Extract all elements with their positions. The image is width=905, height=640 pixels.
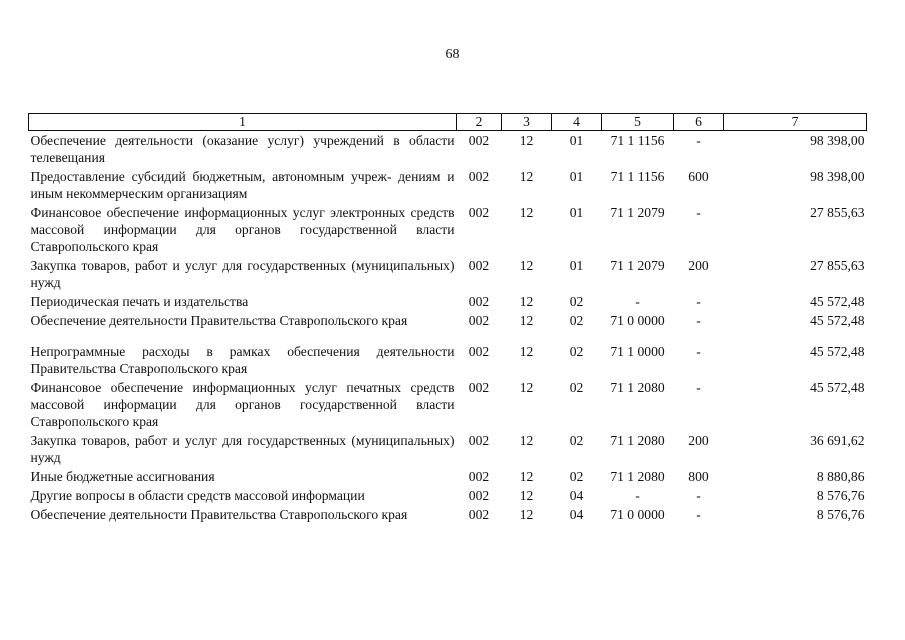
row-name: Обеспечение деятельности Правительства Ставропольского края — [30, 313, 408, 328]
column-header: 3 — [502, 114, 552, 131]
row-code-5: 71 1 2079 — [610, 258, 665, 273]
row-amount: 27 855,63 — [810, 258, 865, 273]
row-code-5: 71 1 2080 — [610, 380, 665, 395]
row-code-3: 12 — [519, 133, 534, 148]
row-amount: 27 855,63 — [810, 205, 865, 220]
row-code-3: 12 — [519, 469, 534, 484]
row-code-3: 12 — [519, 344, 534, 359]
row-code-4: 04 — [569, 507, 584, 522]
row-code-2: 002 — [468, 313, 490, 328]
row-name: Финансовое обеспечение информационных услуг печатных средств массовой информации для органов государственной власти Ставропольского края — [30, 380, 455, 429]
row-code-5: 71 0 0000 — [610, 313, 665, 328]
row-code-4: 01 — [569, 133, 584, 148]
table-row — [29, 203, 867, 256]
row-code-2: 002 — [468, 169, 490, 184]
row-amount: 45 572,48 — [810, 344, 865, 359]
row-name: Иные бюджетные ассигнования — [30, 469, 215, 484]
column-header: 4 — [552, 114, 602, 131]
row-code-6: - — [696, 313, 701, 328]
table-row — [29, 431, 867, 467]
table-row — [29, 467, 867, 486]
row-code-4: 01 — [569, 169, 584, 184]
row-code-2: 002 — [468, 133, 490, 148]
row-code-4: 04 — [569, 488, 584, 503]
row-amount: 8 880,86 — [816, 469, 865, 484]
row-code-6: - — [696, 344, 701, 359]
row-code-4: 02 — [569, 469, 584, 484]
row-amount: 98 398,00 — [810, 133, 865, 148]
page-number: 68 — [445, 47, 460, 62]
row-code-3: 12 — [519, 169, 534, 184]
row-code-6: 600 — [688, 169, 709, 184]
row-amount: 45 572,48 — [810, 294, 865, 309]
row-code-5: 71 1 2079 — [610, 205, 665, 220]
column-header: 6 — [674, 114, 724, 131]
table-row — [29, 342, 867, 378]
table-row — [29, 131, 867, 168]
row-code-2: 002 — [468, 469, 490, 484]
table-row — [29, 167, 867, 203]
row-code-2: 002 — [468, 344, 490, 359]
row-code-3: 12 — [519, 205, 534, 220]
row-code-2: 002 — [468, 433, 490, 448]
row-code-4: 01 — [569, 258, 584, 273]
row-code-6: 200 — [688, 433, 709, 448]
row-amount: 45 572,48 — [810, 313, 865, 328]
row-code-6: 800 — [688, 469, 709, 484]
row-code-2: 002 — [468, 380, 490, 395]
row-name: Закупка товаров, работ и услуг для государственных (муниципальных) нужд — [30, 433, 455, 465]
row-code-6: - — [696, 380, 701, 395]
row-name: Предоставление субсидий бюджетным, автономным учреж- дениям и иным некоммерческим организациям — [30, 169, 455, 201]
row-code-5: 71 0 0000 — [610, 507, 665, 522]
row-code-5: - — [635, 488, 640, 503]
table-row — [29, 311, 867, 330]
row-code-3: 12 — [519, 258, 534, 273]
table-row — [29, 486, 867, 505]
row-name: Обеспечение деятельности (оказание услуг) учреждений в области телевещания — [30, 133, 455, 165]
row-code-6: - — [696, 133, 701, 148]
column-header: 1 — [29, 114, 457, 131]
table-row — [29, 292, 867, 311]
row-code-6: - — [696, 294, 701, 309]
column-header: 5 — [602, 114, 674, 131]
row-code-2: 002 — [468, 258, 490, 273]
row-name: Финансовое обеспечение информационных услуг электронных средств массовой информации для органов государственной власти Ставропольского края — [30, 205, 455, 254]
row-code-4: 02 — [569, 433, 584, 448]
row-code-4: 02 — [569, 313, 584, 328]
row-code-6: 200 — [688, 258, 709, 273]
row-code-6: - — [696, 205, 701, 220]
row-amount: 8 576,76 — [816, 488, 865, 503]
column-header: 2 — [457, 114, 502, 131]
row-code-5: 71 1 1156 — [610, 133, 665, 148]
row-code-3: 12 — [519, 507, 534, 522]
row-name: Обеспечение деятельности Правительства Ставропольского края — [30, 507, 408, 522]
row-code-4: 02 — [569, 380, 584, 395]
row-code-2: 002 — [468, 294, 490, 309]
row-code-4: 02 — [569, 294, 584, 309]
row-amount: 98 398,00 — [810, 169, 865, 184]
table-row — [29, 256, 867, 292]
row-name: Закупка товаров, работ и услуг для государственных (муниципальных) нужд — [30, 258, 455, 290]
row-code-3: 12 — [519, 433, 534, 448]
budget-table — [28, 113, 867, 524]
row-code-3: 12 — [519, 294, 534, 309]
header-row — [29, 114, 867, 131]
row-amount: 36 691,62 — [810, 433, 865, 448]
row-name: Периодическая печать и издательства — [30, 294, 249, 309]
row-code-5: 71 1 2080 — [610, 469, 665, 484]
table-row — [29, 505, 867, 524]
row-amount: 8 576,76 — [816, 507, 865, 522]
table-row — [29, 378, 867, 431]
row-code-2: 002 — [468, 507, 490, 522]
row-code-5: - — [635, 294, 640, 309]
row-code-6: - — [696, 507, 701, 522]
row-code-5: 71 1 2080 — [610, 433, 665, 448]
row-code-3: 12 — [519, 313, 534, 328]
row-spacer — [29, 330, 867, 342]
column-header: 7 — [724, 114, 867, 131]
row-amount: 45 572,48 — [810, 380, 865, 395]
row-code-3: 12 — [519, 380, 534, 395]
row-code-3: 12 — [519, 488, 534, 503]
row-code-5: 71 1 0000 — [610, 344, 665, 359]
row-name: Непрограммные расходы в рамках обеспечения деятельности Правительства Ставропольского края — [30, 344, 455, 376]
row-code-2: 002 — [468, 205, 490, 220]
spacer-cell — [29, 330, 867, 342]
row-name: Другие вопросы в области средств массовой информации — [30, 488, 365, 503]
row-code-4: 02 — [569, 344, 584, 359]
row-code-4: 01 — [569, 205, 584, 220]
row-code-6: - — [696, 488, 701, 503]
row-code-2: 002 — [468, 488, 490, 503]
row-code-5: 71 1 1156 — [610, 169, 665, 184]
